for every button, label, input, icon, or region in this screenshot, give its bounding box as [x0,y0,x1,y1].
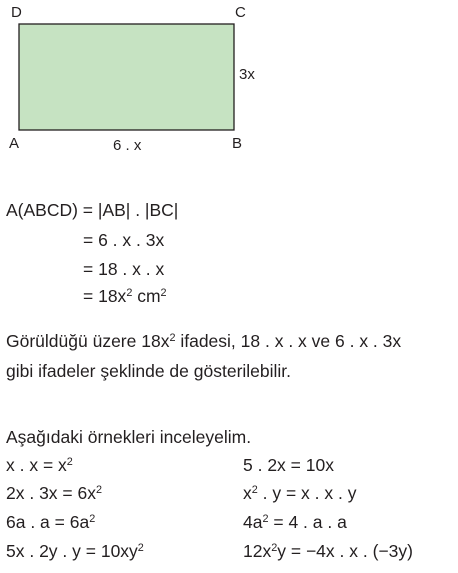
example-left-2: 2x . $3x = 6x^2$ [6,483,103,503]
example-right-3: $4a^2 = 4$ . a . a [243,512,347,532]
area-line-3: = 18 . x . x [83,259,165,279]
vertex-label-a: A [9,135,20,152]
example-left-3: 6a . $a = 6a^2$ [6,512,96,532]
example-left-4: 5x . 2y . $y = 10xy^2$ [6,541,144,561]
rectangle-abcd [19,24,234,130]
side-label-ab: 6 . x [113,137,142,154]
area-line-4: = $18x^2$ $cm^2$ [83,286,167,306]
examples-intro: Aşağıdaki örnekleri inceleyelim. [6,427,252,447]
example-right-1: 5 . 2x = 10x [243,455,334,475]
example-right-2: $x^2$ . y = x . x . y [243,483,357,503]
side-label-bc: 3x [239,66,255,83]
vertex-label-c: C [235,4,246,21]
vertex-label-b: B [232,135,243,152]
paragraph-line-2: gibi ifadeler şeklinde de gösterilebilir. [6,361,292,381]
example-right-4: $12x^2y = -4x$ . x . (−3y) [243,541,413,561]
example-left-1: x . $x = x^2$ [6,455,73,475]
area-line-2: = 6 . x . 3x [83,230,165,250]
area-line-1: A(ABCD) = |AB| . |BC| [6,200,179,220]
rectangle-svg [0,0,458,160]
paragraph-line-1: Görüldüğü üzere $18x^2$ ifadesi, 18 . x . x ve 6 . x . 3x [6,331,402,351]
vertex-label-d: D [11,4,22,21]
